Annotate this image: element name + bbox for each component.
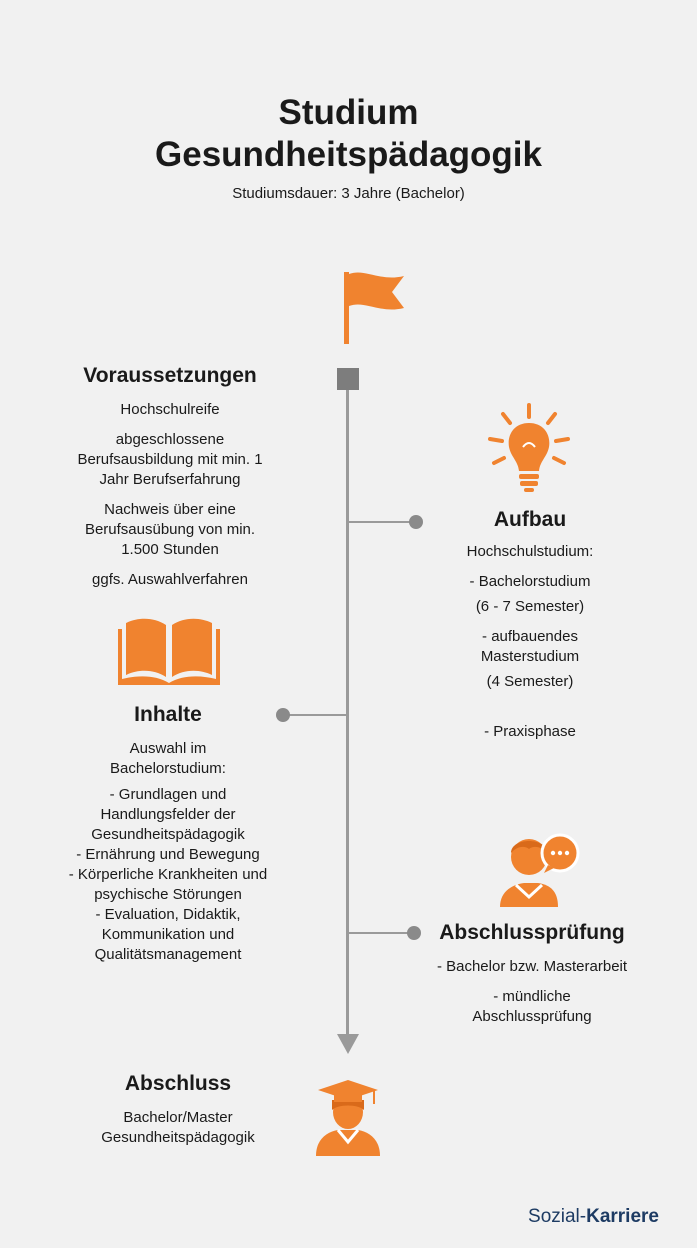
book-icon <box>116 615 222 687</box>
aufbau-item: Masterstudium <box>480 648 580 665</box>
voraussetzungen-item: 1.500 Stunden <box>121 541 219 558</box>
abschluss-heading: Abschluss <box>124 1072 232 1095</box>
inhalte-item: Auswahl im <box>129 740 207 757</box>
inhalte-item: Handlungsfelder der <box>100 806 236 823</box>
page-title <box>0 92 697 176</box>
section-voraussetzungen <box>40 364 300 590</box>
timeline-line <box>346 380 349 1040</box>
inhalte-item: - Grundlagen und <box>109 786 227 803</box>
aufbau-heading: Aufbau <box>493 508 567 531</box>
inhalte-item: Kommunikation und <box>101 926 235 943</box>
aufbau-item: - Praxisphase <box>484 723 576 740</box>
voraussetzungen-item: abgeschlossene <box>115 431 225 448</box>
voraussetzungen-item: Hochschulreife <box>120 401 220 418</box>
inhalte-item: psychische Störungen <box>94 886 242 903</box>
voraussetzungen-item: Berufsausbildung mit min. 1 <box>77 451 263 468</box>
section-abschlusspruefung <box>414 921 650 1027</box>
brand-part-1: Sozial- <box>528 1206 587 1227</box>
page-subtitle: Studiumsdauer: 3 Jahre (Bachelor) <box>232 185 465 202</box>
inhalte-heading: Inhalte <box>134 703 202 726</box>
dot-aufbau <box>409 515 423 529</box>
branch-aufbau <box>348 521 416 523</box>
title-line-2: Gesundheitspädagogik <box>155 135 542 174</box>
aufbau-item: (4 Semester) <box>486 673 574 690</box>
inhalte-item: Bachelorstudium: <box>110 760 226 777</box>
section-aufbau <box>430 508 630 742</box>
brand-logo <box>528 1206 659 1228</box>
timeline-arrow-head <box>337 1034 359 1054</box>
voraussetzungen-heading: Voraussetzungen <box>83 364 257 387</box>
graduate-icon <box>312 1076 384 1158</box>
aufbau-item: - Bachelorstudium <box>469 573 591 590</box>
inhalte-item: - Körperliche Krankheiten und <box>68 866 268 883</box>
inhalte-item: - Ernährung und Bewegung <box>76 846 260 863</box>
flag-icon <box>340 270 410 346</box>
abschluss-item: Bachelor/Master <box>123 1109 233 1126</box>
inhalte-item: Gesundheitspädagogik <box>91 826 245 843</box>
brand-part-2: Karriere <box>586 1206 659 1227</box>
abschlusspruefung-item: - Bachelor bzw. Masterarbeit <box>436 958 628 975</box>
abschlusspruefung-item: Abschlussprüfung <box>472 1008 592 1025</box>
inhalte-item: Qualitätsmanagement <box>94 946 242 963</box>
branch-abschlusspruefung <box>348 932 414 934</box>
aufbau-item: (6 - 7 Semester) <box>475 598 585 615</box>
voraussetzungen-item: ggfs. Auswahlverfahren <box>92 571 248 588</box>
abschlusspruefung-item: - mündliche <box>493 988 571 1005</box>
inhalte-item: - Evaluation, Didaktik, <box>95 906 241 923</box>
person-speech-icon <box>494 827 580 909</box>
voraussetzungen-item: Jahr Berufserfahrung <box>99 471 241 488</box>
aufbau-item: Hochschulstudium: <box>466 543 594 560</box>
section-abschluss <box>60 1072 296 1148</box>
voraussetzungen-item: Berufsausübung von min. <box>84 521 256 538</box>
lightbulb-icon <box>488 403 570 493</box>
title-line-1: Studium <box>278 93 419 132</box>
section-inhalte <box>40 703 296 965</box>
aufbau-item: - aufbauendes <box>482 628 578 645</box>
abschlusspruefung-heading: Abschlussprüfung <box>439 921 625 944</box>
timeline-start-marker <box>337 368 359 390</box>
abschluss-item: Gesundheitspädagogik <box>101 1129 255 1146</box>
voraussetzungen-item: Nachweis über eine <box>104 501 236 518</box>
